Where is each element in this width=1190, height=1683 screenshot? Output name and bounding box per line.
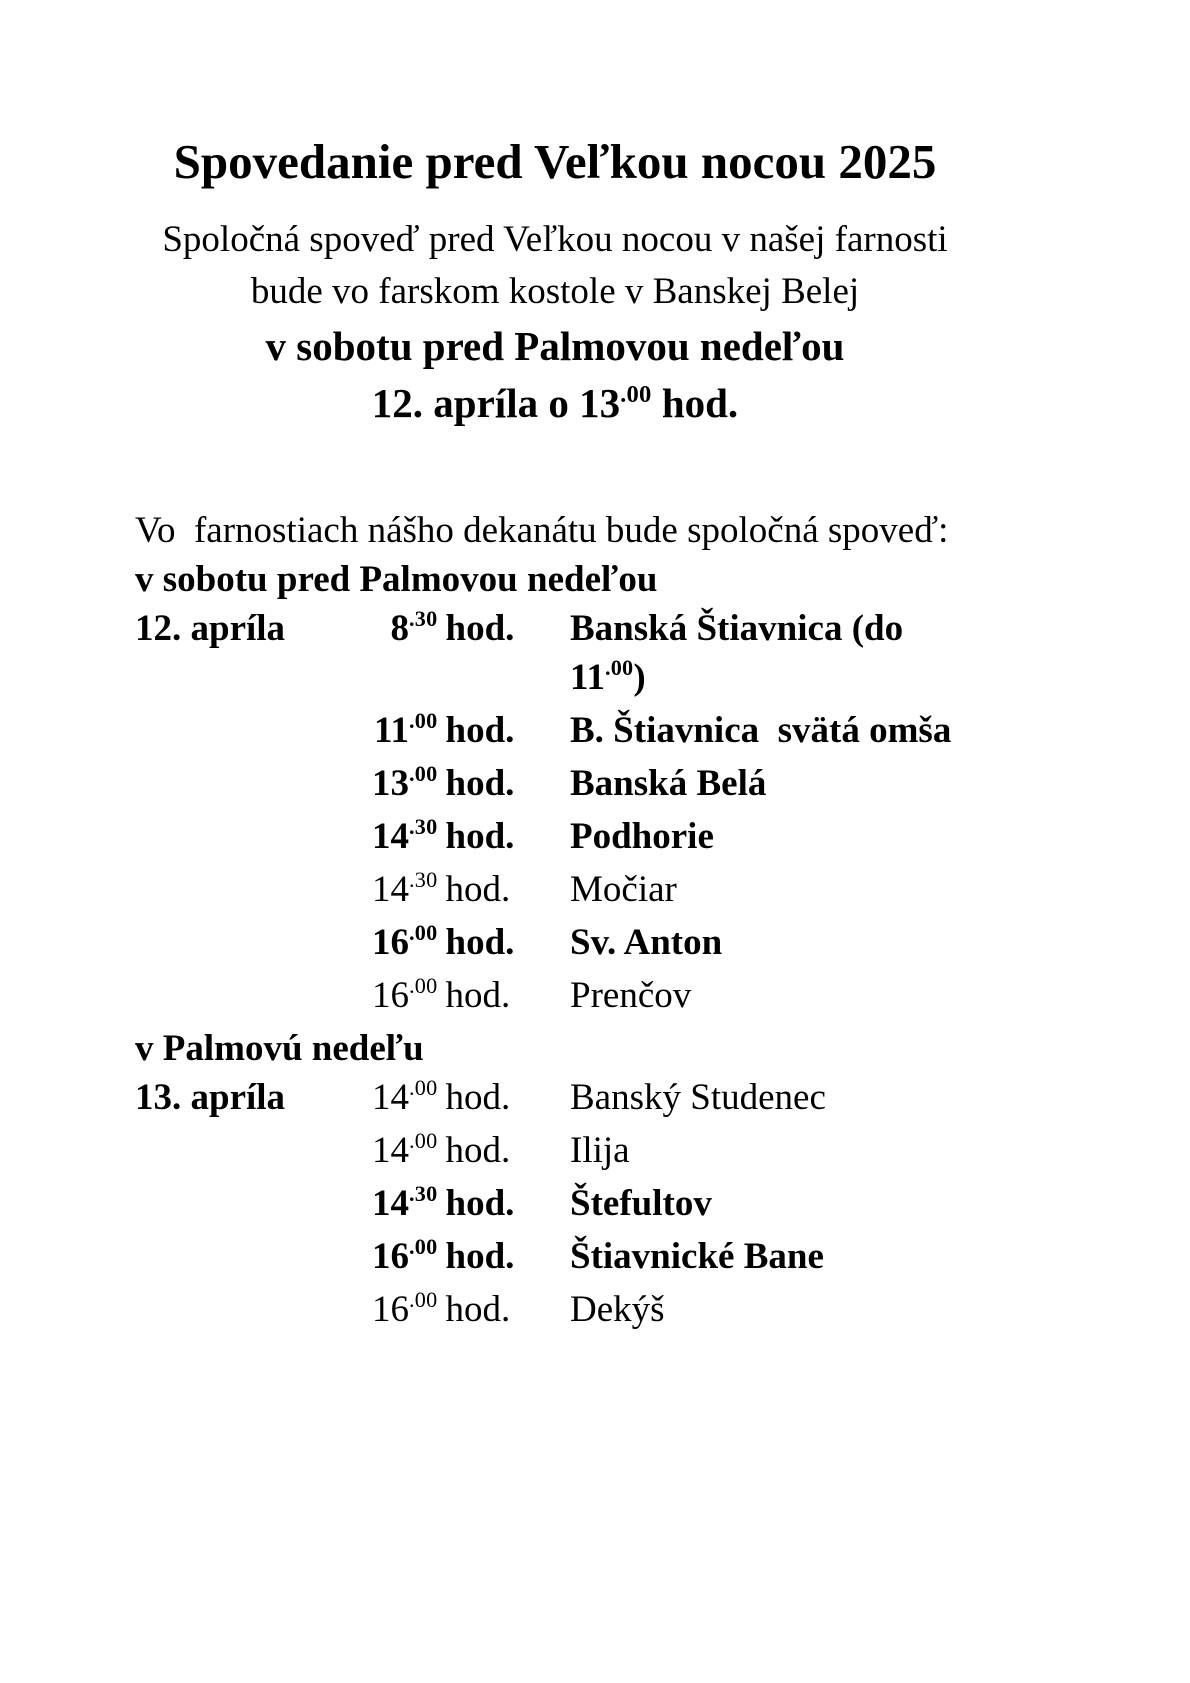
time-superscript: .00 xyxy=(409,973,438,999)
time-unit: hod. xyxy=(445,869,511,910)
schedule-row xyxy=(135,1232,975,1285)
time-unit: hod. xyxy=(445,763,515,804)
page-title: Spovedanie pred Veľkou nocou 2025 xyxy=(173,134,937,189)
schedule-row xyxy=(135,918,975,971)
time-value: 14 xyxy=(372,816,409,857)
row-time xyxy=(357,759,570,812)
row-date: 12. apríla xyxy=(135,608,286,649)
intro-line-3: v sobotu pred Palmovou nedeľou xyxy=(265,323,845,369)
intro-line-2: bude vo farskom kostole v Banskej Belej xyxy=(250,271,860,312)
time-value: 14 xyxy=(372,1077,409,1118)
place-name: Banská Štiavnica (do 11 xyxy=(570,608,913,698)
row-time xyxy=(357,971,570,1024)
time-value: 14 xyxy=(372,1183,409,1224)
intro-date-unit: hod. xyxy=(651,380,739,426)
time-superscript: .00 xyxy=(409,1287,438,1313)
time-unit: hod. xyxy=(445,608,515,649)
row-place: Štiavnické Bane xyxy=(570,1236,824,1277)
time-unit: hod. xyxy=(445,1077,511,1118)
row-place xyxy=(570,604,975,706)
intro-date-superscript: .00 xyxy=(620,380,652,408)
row-time xyxy=(357,865,570,918)
row-place: Banský Studenec xyxy=(570,1077,826,1118)
schedule xyxy=(135,506,975,1338)
section-heading-saturday: v sobotu pred Palmovou nedeľou xyxy=(135,559,658,600)
schedule-row xyxy=(135,706,975,759)
row-time xyxy=(357,1073,570,1126)
row-time xyxy=(357,1126,570,1179)
time-superscript: .00 xyxy=(409,708,438,734)
place-superscript: .00 xyxy=(604,655,634,681)
time-value: 8 xyxy=(390,608,409,649)
intro-date-text: 12. apríla o 13 xyxy=(371,380,621,426)
intro-line-1: Spoločná spoveď pred Veľkou nocou v našej farnosti xyxy=(162,219,948,260)
time-unit: hod. xyxy=(445,975,511,1016)
row-place: Ilija xyxy=(570,1130,630,1171)
time-unit: hod. xyxy=(445,1289,511,1330)
schedule-row xyxy=(135,759,975,812)
intro-date-line xyxy=(135,375,975,438)
schedule-row xyxy=(135,971,975,1024)
schedule-row xyxy=(135,865,975,918)
time-superscript: .00 xyxy=(409,761,438,787)
row-time xyxy=(357,812,570,865)
schedule-row xyxy=(135,1179,975,1232)
row-time xyxy=(357,1285,570,1338)
row-time xyxy=(357,706,570,759)
row-time xyxy=(357,1179,570,1232)
document-content xyxy=(135,132,975,1338)
time-value: 16 xyxy=(372,922,409,963)
time-superscript: .30 xyxy=(409,1181,438,1207)
time-value: 16 xyxy=(372,1236,409,1277)
time-unit: hod. xyxy=(445,1130,511,1171)
row-place: Dekýš xyxy=(570,1289,665,1330)
row-place: Prenčov xyxy=(570,975,692,1016)
row-time xyxy=(357,604,570,657)
time-superscript: .00 xyxy=(409,1234,438,1260)
schedule-row xyxy=(135,604,975,706)
row-time xyxy=(357,918,570,971)
time-value: 16 xyxy=(372,1289,409,1330)
time-value: 14 xyxy=(372,1130,409,1171)
time-unit: hod. xyxy=(445,1236,515,1277)
row-place: Podhorie xyxy=(570,816,714,857)
time-value: 14 xyxy=(372,869,409,910)
time-value: 11 xyxy=(374,710,409,751)
time-superscript: .00 xyxy=(409,920,438,946)
row-place: Štefultov xyxy=(570,1183,712,1224)
row-place: Močiar xyxy=(570,869,677,910)
schedule-row xyxy=(135,1126,975,1179)
place-suffix: ) xyxy=(633,657,646,698)
time-unit: hod. xyxy=(445,816,515,857)
time-value: 13 xyxy=(372,763,409,804)
schedule-row xyxy=(135,812,975,865)
time-unit: hod. xyxy=(445,710,515,751)
time-unit: hod. xyxy=(445,922,515,963)
time-superscript: .00 xyxy=(409,1075,438,1101)
schedule-row xyxy=(135,1073,975,1126)
time-superscript: .00 xyxy=(409,1128,438,1154)
intro-block xyxy=(135,214,975,438)
time-superscript: .30 xyxy=(409,814,438,840)
time-unit: hod. xyxy=(445,1183,515,1224)
time-superscript: .30 xyxy=(409,867,438,893)
time-value: 16 xyxy=(372,975,409,1016)
row-place: Sv. Anton xyxy=(570,922,723,963)
section-heading-palm-sunday: v Palmovú nedeľu xyxy=(135,1028,424,1069)
time-superscript: .30 xyxy=(409,606,438,632)
row-place: Banská Belá xyxy=(570,763,767,804)
schedule-row xyxy=(135,1285,975,1338)
row-place: B. Štiavnica svätá omša xyxy=(570,710,952,751)
row-time xyxy=(357,1232,570,1285)
schedule-lead: Vo farnostiach nášho dekanátu bude spoločná spoveď: xyxy=(135,510,949,551)
row-date: 13. apríla xyxy=(135,1077,286,1118)
